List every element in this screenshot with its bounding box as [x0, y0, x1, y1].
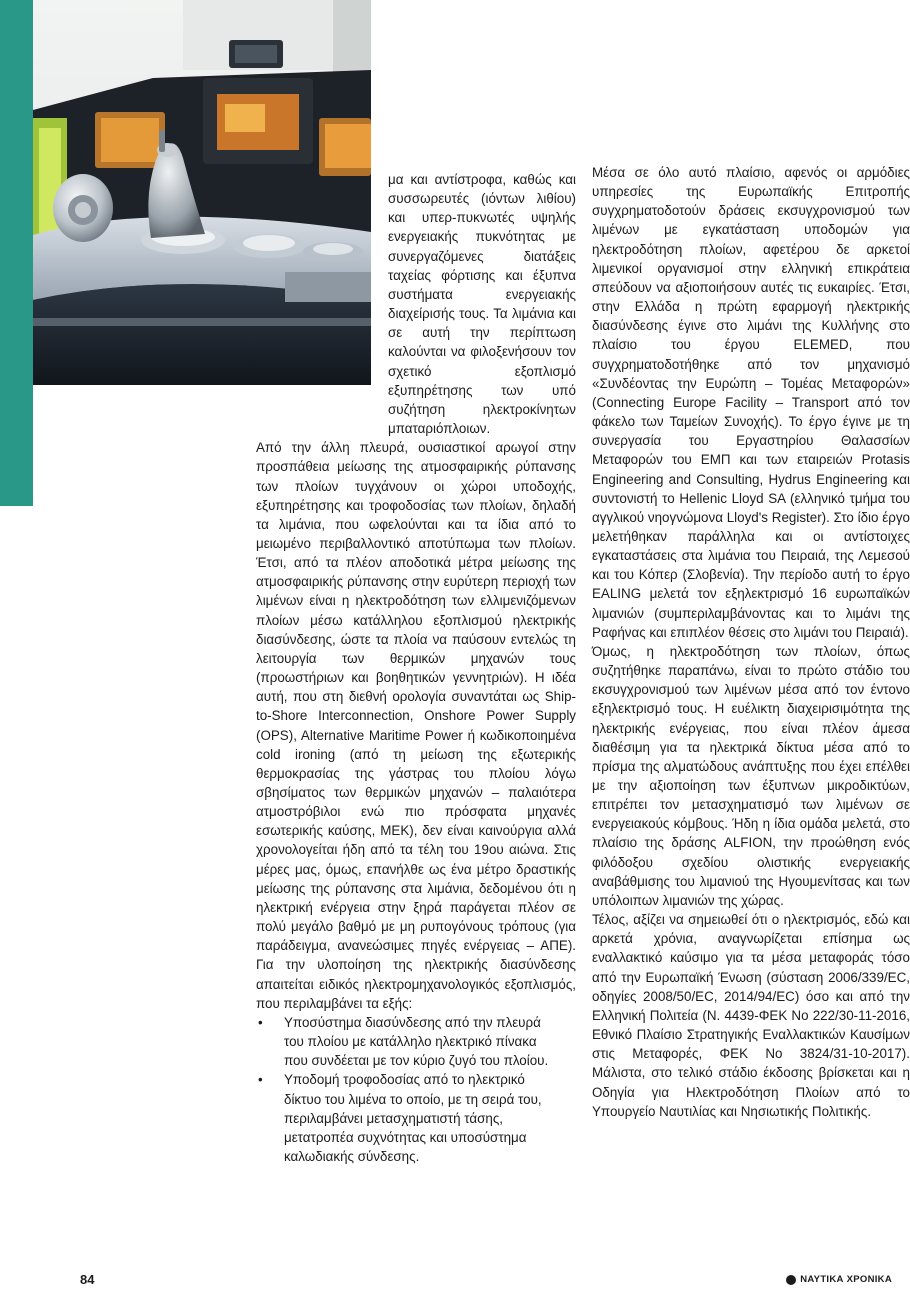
- bullet-item: [256, 1070, 576, 1166]
- text-column-left: [256, 170, 576, 1166]
- text-column-right: [592, 163, 910, 1121]
- paragraph-port-electrification: Από την άλλη πλευρά, ουσιαστικοί αρωγοί στην προσπάθεια μείωσης της ατμοσφαιρικής ρύπανσης των πλοίων τυγχάνουν οι χώροι υποδοχής, εξυπηρέτησης και τροφοδοσίας των πλοίων, δηλαδή τα λιμάνια, που ωφελούνται και τα ίδια από το μειωμένο περιβαλλοντικό αποτύπωμα των πλοίων. Έτσι, από τα πλέον αποδοτικά μέτρα μείωσης της ατμοσφαιρικής ρύπανσης στην ευρύτερη περιοχή των λιμένων είναι η ηλεκτροδότηση των ελλιμενιζόμενων πλοίων μέσω κατάλληλου εξοπλισμού ηλεκτρικής διασύνδεσης, ώστε τα πλοία να παύσουν εντελώς τη λειτουργία των θερμικών μηχανών τους (προωστήριων και βοηθητικών γεννητριών). Η ιδέα αυτή, που στη διεθνή ορολογία συναντάται ως Ship-to-Shore Interconnection, Onshore Power Supply (OPS), Alternative Maritime Power ή κωδικοποιημένα cold ironing (από τη μείωση της εξωτερικής θερμοκρασίας της γάστρας του πλοίου λόγω σβησίματος των θερμικών μηχανών – παλαιότερα ατμοστρόβιλοι ενώ πιο πρόσφατα μηχανές εσωτερικής καύσης, ΜΕΚ), δεν είναι καινούργια αλλά χρονολογείται ήδη από τα τέλη του 19ου αιώνα. Στις μέρες μας, όμως, επανήλθε ως ένα μέτρο δραστικής μείωσης της ρύπανσης στα λιμάνια, δεδομένου ότι η ηλεκτρική ενέργεια στην ξηρά παράγεται πλέον σε πολύ μεγάλο βαθμό με μη ρυπογόνους τρόπους (για παράδειγμα, ανανεώσιμες πηγές ενέργειας – ΑΠΕ). Για την υλοποίηση της ηλεκτρικής διασύνδεσης απαιτείται ειδικός ηλεκτρομηχανολογικός εξοπλισμός, που περιλαμβάνει τα εξής:: [256, 440, 576, 1011]
- bullet-text: Υποσύστημα διασύνδεσης από την πλευρά του πλοίου με κατάλληλο ηλεκτρικό πίνακα που συνδέεται με τον κύριο ζυγό του πλοίου.: [284, 1014, 549, 1069]
- paragraph-energy-hubs: Όμως, η ηλεκτροδότηση των πλοίων, όπως συζητήθηκε παραπάνω, είναι το πρώτο στάδιο του εκσυγχρονισμού των λιμένων μέσα από τον έντονο εξηλεκτρισμό τους. Η ευέλικτη διαχειρισιμότητα της ηλεκτρικής ενέργειας, που είναι πλέον άμεσα διαθέσιμη για τα ηλεκτρικά δίκτυα μέσα από το πρίσμα της αλματώδους ανάπτυξης που έχει επέλθει με την αξιοποίηση των έξυπνων μικροδικτύων, επιτρέπει τον μετασχηματισμό των λιμένων σε ενεργειακούς κόμβους. Ήδη η ίδια ομάδα μελετά, στο πλαίσιο της δράσης ALFION, την προώθηση ενός φιλόδοξου σχεδίου ολιστικής ενεργειακής αναβάθμισης του λιμανιού της Ηγουμενίτσας και των υπόλοιπων λιμανιών της χώρας.: [592, 643, 910, 908]
- brand-logo-icon: [786, 1275, 796, 1285]
- bullet-item: [256, 1013, 576, 1070]
- bullet-marker: •: [258, 1014, 263, 1030]
- page-number: 84: [80, 1272, 95, 1287]
- magazine-brand: [786, 1274, 892, 1285]
- paragraph-eu-funding: Μέσα σε όλο αυτό πλαίσιο, αφενός οι αρμόδιες υπηρεσίες της Ευρωπαϊκής Επιτροπής συγχρηματοδοτούν δράσεις εκσυγχρονισμού των λιμένων με εγκατάσταση υποδομών για ηλεκτροδότηση πλοίων, αφετέρου δε αρκετοί λιμενικοί οργανισμοί στην ελληνική επικράτεια σπεύδουν να αξιοποιήσουν αυτές τις ευκαιρίες. Έτσι, στην Ελλάδα η πρώτη εφαρμογή ηλεκτρικής διασύνδεσης έγινε στο λιμάνι της Κυλλήνης στο πλαίσιο του έργου ELEMED, που συγχρηματοδοτήθηκε από τον μηχανισμό «Συνδέοντας την Ευρώπη – Τομέας Μεταφορών» (Connecting Europe Facility – Transport από τον φάκελο των Ταμείων Συνοχής). Το έργο έγινε με τη συνεργασία του Εργαστηρίου Θαλασσίων Μεταφορών του ΕΜΠ και των εταιρειών Protasis Engineering and Consulting, Hydrus Engineering και συντονιστή το Hellenic Lloyd SA (ελληνικό τμήμα του αγγλικού νηογνώμονα Lloyd's Register). Στο ίδιο έργο μελετήθηκαν παράλληλα και οι αντίστοιχες εγκαταστάσεις στα λιμάνια του Πειραιά, της Λεμεσού και του Κόπερ (Σλοβενία). Την περίοδο αυτή το έργο EALING μελετά τον εξηλεκτρισμό 16 ευρωπαϊκών λιμανιών (συμπεριλαμβάνοντας και το λιμάνι της Ραφήνας και επιπλέον θέσεις στο λιμάνι του Πειραιά).: [592, 165, 910, 640]
- bullet-text: Υποδομή τροφοδοσίας από το ηλεκτρικό δίκτυο του λιμένα το οποίο, με τη σειρά του, περιλαμβάνει μετασχηματιστή τάσης, μετατροπέα συχνότητας και υποσύστημα καλωδιακής σύνδεσης.: [284, 1072, 542, 1164]
- brand-name: ΝΑΥΤΙΚΑ ΧΡΟΝΙΚΑ: [800, 1274, 892, 1285]
- teal-accent-bar: [0, 0, 33, 506]
- paragraph-legislation: Τέλος, αξίζει να σημειωθεί ότι ο ηλεκτρισμός, εδώ και αρκετά χρόνια, αναγνωρίζεται επίσημα ως εναλλακτικό καύσιμο για τα μέσα μεταφοράς τόσο από την Ευρωπαϊκή Ένωση (σύσταση 2006/339/EC, οδηγίες 2008/50/EC, 2014/94/EC) όσο και από την Ελληνική Πολιτεία (Ν. 4439-ΦΕΚ Νο 222/30-11-2016, Εθνικό Πλαίσιο Στρατηγικής Εναλλακτικών Καυσίμων στις Μεταφορές, ΦΕΚ Νο 3824/31-10-2017). Μάλιστα, στο τελικό στάδιο έκδοσης βρίσκεται και η Οδηγία για Ηλεκτροδότηση Πλοίων από το Υπουργείο Ναυτιλίας και Νησιωτικής Πολιτικής.: [592, 912, 910, 1119]
- paragraph-wrapped-intro: μα και αντίστροφα, καθώς και συσσωρευτές (ιόντων λιθίου) και υπερ-πυκνωτές υψηλής ενεργειακής πυκνότητας με συνεργαζόμενες διατάξεις ταχείας φόρτισης και έξυπνα συστήματα ενεργειακής διαχείρισής τους. Τα λιμάνια και σε αυτή την περίπτωση καλούνται να φιλοξενήσουν τον σχετικό εξοπλισμό εξυπηρέτησης των υπό συζήτηση ηλεκτροκίνητων μπαταριόπλοιων.: [388, 172, 576, 437]
- bullet-marker: •: [258, 1072, 263, 1088]
- equipment-bullet-list: [256, 1013, 576, 1166]
